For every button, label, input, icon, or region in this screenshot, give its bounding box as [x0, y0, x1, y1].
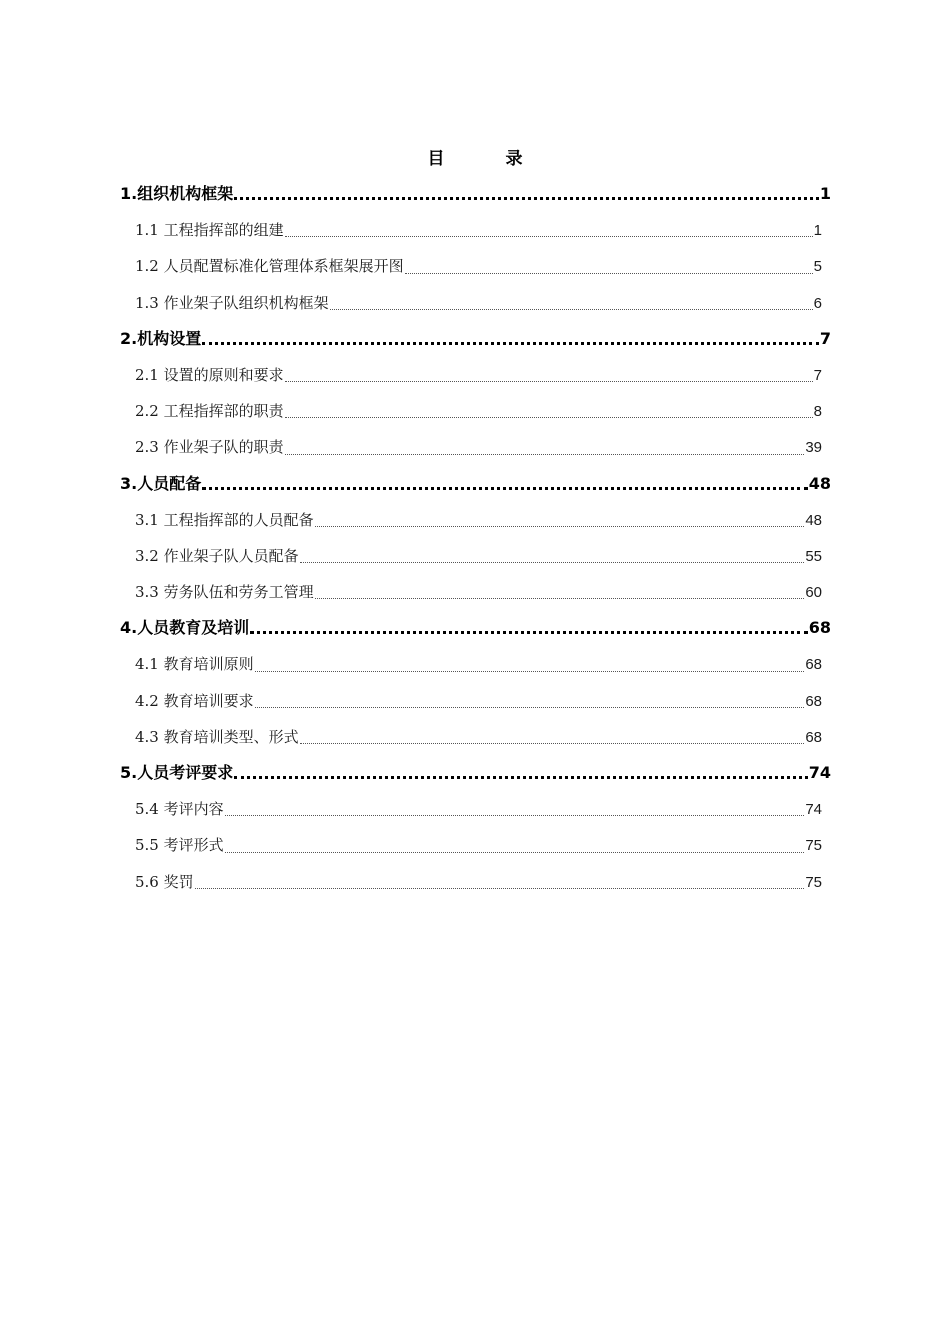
toc-page-number: 55: [805, 547, 822, 565]
toc-chapter-entry[interactable]: [120, 610, 831, 646]
dot-leader: [234, 176, 819, 212]
toc-section-entry[interactable]: [120, 357, 831, 393]
toc-entry-label: 2.机构设置: [120, 328, 202, 348]
toc-entry-label: 5.人员考评要求: [120, 763, 234, 782]
toc-chapter-entry[interactable]: [120, 466, 831, 502]
dot-leader: [202, 321, 819, 357]
toc-entry-label: 4.2 教育培训要求: [135, 691, 254, 710]
toc-chapter-entry[interactable]: [120, 321, 831, 357]
toc-section-entry[interactable]: [120, 574, 831, 610]
dot-leader: [315, 502, 805, 538]
toc-page-number: 68: [805, 656, 822, 674]
dot-leader: [285, 212, 813, 248]
toc-page-number: 8: [813, 403, 822, 421]
toc-entry-label: 1.2 人员配置标准化管理体系框架展开图: [135, 257, 404, 276]
toc-page-number: 68: [805, 728, 822, 746]
dot-leader: [300, 538, 805, 574]
dot-leader: [300, 719, 805, 755]
toc-page-number: 74: [808, 763, 831, 782]
toc-section-entry[interactable]: [120, 864, 831, 900]
toc-page-number: 68: [808, 618, 831, 638]
toc-page-number: 7: [813, 366, 822, 384]
toc-section-entry[interactable]: [120, 683, 831, 719]
toc-entry-label: 3.1 工程指挥部的人员配备: [135, 510, 314, 529]
dot-leader: [405, 248, 813, 284]
toc-entry-label: 1.1 工程指挥部的组建: [135, 221, 284, 240]
toc-section-entry[interactable]: [120, 719, 831, 755]
dot-leader: [255, 646, 805, 682]
toc-page-number: 74: [805, 801, 822, 819]
toc-section-entry[interactable]: [120, 285, 831, 321]
dot-leader: [285, 393, 813, 429]
toc-chapter-entry[interactable]: [120, 755, 831, 791]
toc-section-entry[interactable]: [120, 646, 831, 682]
toc-page-number: 68: [805, 692, 822, 710]
toc-section-entry[interactable]: [120, 248, 831, 284]
toc-section-entry[interactable]: [120, 502, 831, 538]
toc-entry-label: 3.3 劳务队伍和劳务工管理: [135, 583, 314, 602]
toc-page-number: 60: [805, 584, 822, 602]
dot-leader: [202, 466, 808, 502]
toc-page-number: 75: [805, 837, 822, 855]
toc-entry-label: 2.2 工程指挥部的职责: [135, 402, 284, 421]
toc-section-entry[interactable]: [120, 538, 831, 574]
toc-section-entry[interactable]: [120, 212, 831, 248]
dot-leader: [225, 827, 805, 863]
toc-title: 目 录: [427, 149, 545, 169]
toc-section-entry[interactable]: [120, 791, 831, 827]
dot-leader: [285, 429, 805, 465]
dot-leader: [285, 357, 813, 393]
toc-entry-label: 3.人员配备: [120, 473, 202, 493]
toc-section-entry[interactable]: [120, 827, 831, 863]
dot-leader: [225, 791, 805, 827]
toc-chapter-entry[interactable]: [120, 176, 831, 212]
toc-entry-label: 3.2 作业架子队人员配备: [135, 546, 299, 565]
toc-page-number: 7: [819, 328, 831, 348]
toc-entry-label: 1.3 作业架子队组织机构框架: [135, 293, 329, 312]
toc-section-entry[interactable]: [120, 393, 831, 429]
dot-leader: [234, 755, 808, 791]
toc-page-number: 39: [805, 439, 822, 457]
dot-leader: [195, 864, 805, 900]
dot-leader: [315, 574, 805, 610]
toc-page-number: 6: [813, 294, 822, 312]
toc-entry-label: 2.3 作业架子队的职责: [135, 438, 284, 457]
toc-entry-label: 4.人员教育及培训: [120, 618, 250, 638]
dot-leader: [330, 285, 813, 321]
toc-page-number: 5: [813, 258, 822, 276]
table-of-contents: [120, 176, 831, 900]
toc-page-number: 48: [808, 473, 831, 493]
toc-entry-label: 5.6 奖罚: [135, 872, 194, 891]
toc-page-number: 1: [819, 184, 831, 203]
dot-leader: [255, 683, 805, 719]
toc-page-number: 1: [813, 222, 822, 240]
toc-entry-label: 5.4 考评内容: [135, 800, 224, 819]
toc-entry-label: 5.5 考评形式: [135, 836, 224, 855]
toc-entry-label: 4.3 教育培训类型、形式: [135, 727, 299, 746]
toc-entry-label: 1.组织机构框架: [120, 184, 234, 203]
toc-page-number: 48: [805, 511, 822, 529]
toc-entry-label: 4.1 教育培训原则: [135, 655, 254, 674]
toc-page-number: 75: [805, 873, 822, 891]
dot-leader: [250, 610, 808, 646]
toc-entry-label: 2.1 设置的原则和要求: [135, 365, 284, 384]
toc-section-entry[interactable]: [120, 429, 831, 465]
